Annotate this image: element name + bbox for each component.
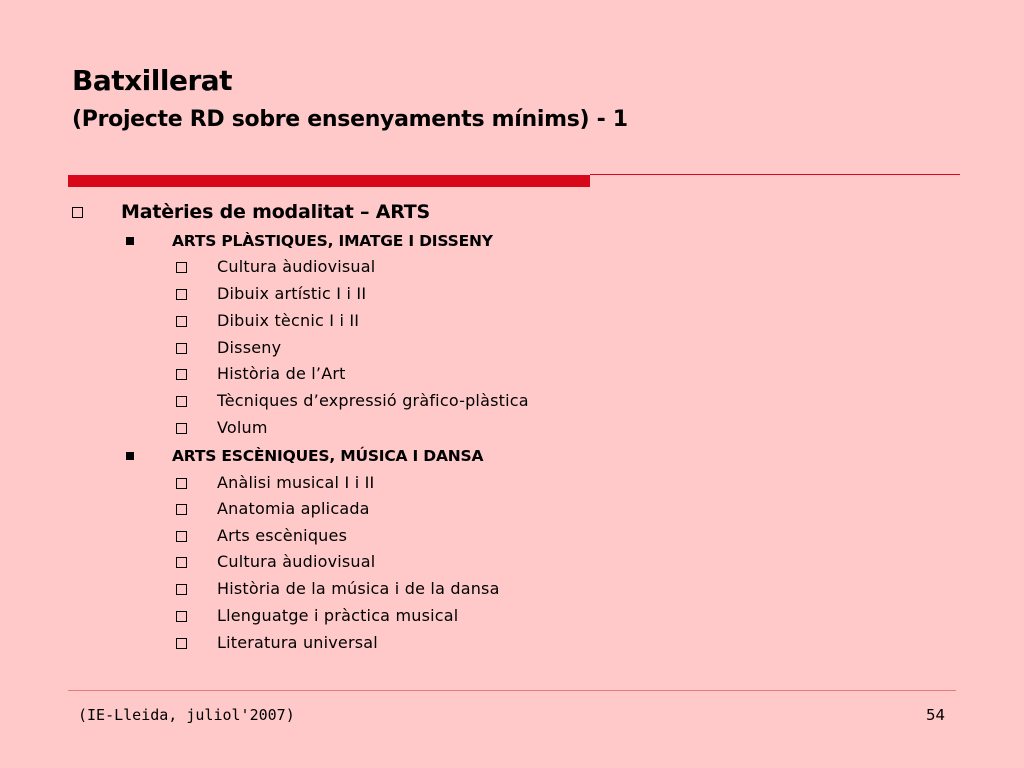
hollow-square-bullet-icon [176, 343, 187, 354]
list-item-label: Tècniques d’expressió gràfico-plàstica [217, 391, 529, 410]
hollow-square-bullet-icon [176, 557, 187, 568]
footer-rule [68, 690, 956, 691]
list-item-label: Literatura universal [217, 633, 378, 652]
list-item [176, 256, 375, 278]
heading-bullet [72, 198, 430, 226]
list-item-label: Volum [217, 418, 268, 437]
page-number: 54 [926, 706, 946, 724]
hollow-square-bullet-icon [176, 478, 187, 489]
list-item [176, 551, 375, 573]
hollow-square-bullet-icon [176, 396, 187, 407]
list-item [176, 498, 370, 520]
group-heading [126, 229, 493, 253]
hollow-square-bullet-icon [176, 316, 187, 327]
list-item-label: Arts escèniques [217, 526, 348, 545]
list-item-label: Anatomia aplicada [217, 499, 370, 518]
list-item-label: Cultura àudiovisual [217, 552, 376, 571]
list-item-label: Cultura àudiovisual [217, 257, 376, 276]
list-item [176, 578, 500, 600]
hollow-square-bullet-icon [176, 262, 187, 273]
list-item [176, 472, 374, 494]
hollow-square-bullet-icon [176, 504, 187, 515]
list-item [176, 363, 346, 385]
hollow-square-bullet-icon [176, 638, 187, 649]
hollow-square-bullet-icon [176, 611, 187, 622]
hollow-square-bullet-icon [176, 531, 187, 542]
list-item-label: Història de la música i de la dansa [217, 579, 500, 598]
list-item [176, 417, 268, 439]
footer-source: (IE-Lleida, juliol'2007) [78, 706, 295, 724]
group-label: ARTS PLÀSTIQUES, IMATGE I DISSENY [172, 232, 493, 250]
hollow-square-bullet-icon [176, 423, 187, 434]
hollow-square-bullet-icon [72, 207, 83, 218]
list-item [176, 632, 378, 654]
list-item-label: Disseny [217, 338, 282, 357]
list-item [176, 525, 347, 547]
filled-square-bullet-icon [126, 237, 134, 245]
filled-square-bullet-icon [126, 452, 134, 460]
title-rule-thin [590, 174, 960, 175]
hollow-square-bullet-icon [176, 584, 187, 595]
list-item-label: Història de l’Art [217, 364, 346, 383]
list-item-label: Anàlisi musical I i II [217, 473, 375, 492]
group-heading [126, 444, 483, 468]
modalitat-heading: Matèries de modalitat – ARTS [121, 201, 431, 223]
slide-subtitle: (Projecte RD sobre ensenyaments mínims) - 1 [72, 107, 628, 132]
list-item-label: Dibuix tècnic I i II [217, 311, 360, 330]
group-label: ARTS ESCÈNIQUES, MÚSICA I DANSA [172, 447, 484, 465]
list-item-label: Dibuix artístic I i II [217, 284, 367, 303]
hollow-square-bullet-icon [176, 289, 187, 300]
title-rule-thick [68, 175, 590, 187]
slide-title: Batxillerat [72, 64, 233, 97]
list-item [176, 390, 529, 412]
list-item [176, 283, 366, 305]
hollow-square-bullet-icon [176, 369, 187, 380]
list-item [176, 605, 458, 627]
list-item-label: Llenguatge i pràctica musical [217, 606, 459, 625]
list-item [176, 337, 281, 359]
list-item [176, 310, 359, 332]
